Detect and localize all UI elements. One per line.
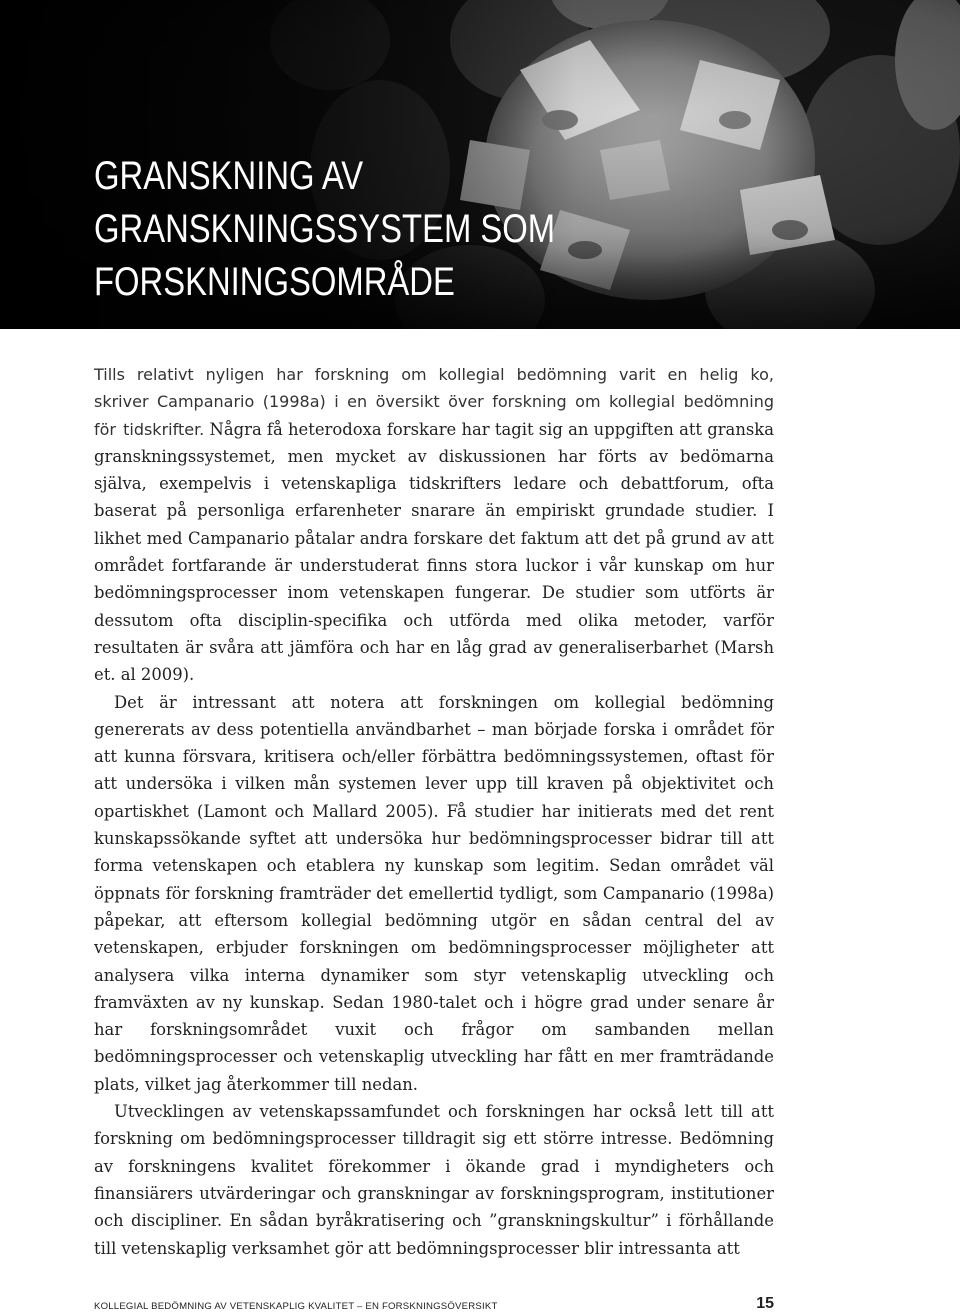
chapter-title: [94, 150, 555, 309]
paragraph: Utvecklingen av vetenskapssamfundet och forskningen har också lett till att forskning om bedömningsprocesser tilldragit sig ett större intresse. Bedömning av forskningens kvalitet förekommer i ökande grad i myndigheters och finansiärers utvärderingar och granskningar av forskningsprogram, institutioner och discipliner. En sådan byråkratisering och ”granskningskultur” i förhållande till vetenskaplig verksamhet gör att bedömningsprocesser blir intressanta att: [94, 1102, 774, 1258]
body-text: [94, 361, 774, 1262]
lead-sentence: Tills relativt nyligen har forskning om kollegial bedömning varit en helig ko, skriver Campanario (1998a) i en översikt över forskning om kollegial bedömning för tidskrifter.: [94, 365, 774, 439]
chapter-title-line: GRANSKNING AV: [94, 154, 364, 198]
page-number: 15: [756, 1295, 774, 1312]
paragraph: Det är intressant att notera att forskningen om kollegial bedömning genererats av dess potentiella användbarhet – man började forska i området för att kunna försvara, kritisera och/eller förbättra bedömningssystemen, oftast för att undersöka i vilken mån systemen lever upp till kraven på objektivitet och opartiskhet (Lamont och Mallard 2005). Få studier har initierats med det rent kunskapssökande syftet att undersöka hur bedömningsprocesser bidrar till att forma vetenskapen och etablera ny kunskap som legitim. Sedan området väl öppnats för forskning framträder det emellertid tydligt, som Campanario (1998a) påpekar, att eftersom kollegial bedömning utgör en sådan central del av vetenskapen, erbjuder forskningen om bedömningsprocesser möjligheter att analysera vilka interna dynamiker som styr vetenskaplig utveckling och framväxten av ny kunskap. Sedan 1980-talet och i högre grad under senare år har forskningsområdet vuxit och frågor om sambanden mellan bedömningsprocesser och vetenskaplig utveckling har fått en mer framträdande plats, vilket jag återkommer till nedan.: [94, 692, 774, 1094]
header-photo-band: [0, 0, 960, 329]
page-footer: [94, 1296, 774, 1312]
chapter-title-line: GRANSKNINGSSYSTEM SOM: [94, 207, 556, 251]
paragraph-text: Några få heterodoxa forskare har tagit sig an uppgiften att granska granskningssystemet, men mycket av diskussionen har förts av bedömarna själva, exempelvis i vetenskapliga tidskrifters ledare och debattforum, ofta baserat på personliga erfarenheter snarare än empiriskt grundade studier. I likhet med Campanario påtalar andra forskare det faktum att det på grund av att området fortfarande är understuderat finns stora luckor i vår kunskap om hur bedömningsprocesser inom vetenskapen fungerar. De studier som utförts är dessutom ofta disciplin-specifika och utförda med olika metoder, varför resultaten är svåra att jämföra och har en låg grad av generaliserbarhet (Marsh et. al 2009).: [94, 419, 775, 685]
chapter-title-line: FORSKNINGSOMRÅDE: [94, 260, 455, 304]
paragraph: [94, 361, 774, 689]
running-title: KOLLEGIAL BEDÖMNING AV VETENSKAPLIG KVALITET – EN FORSKNINGSÖVERSIKT: [94, 1301, 498, 1312]
